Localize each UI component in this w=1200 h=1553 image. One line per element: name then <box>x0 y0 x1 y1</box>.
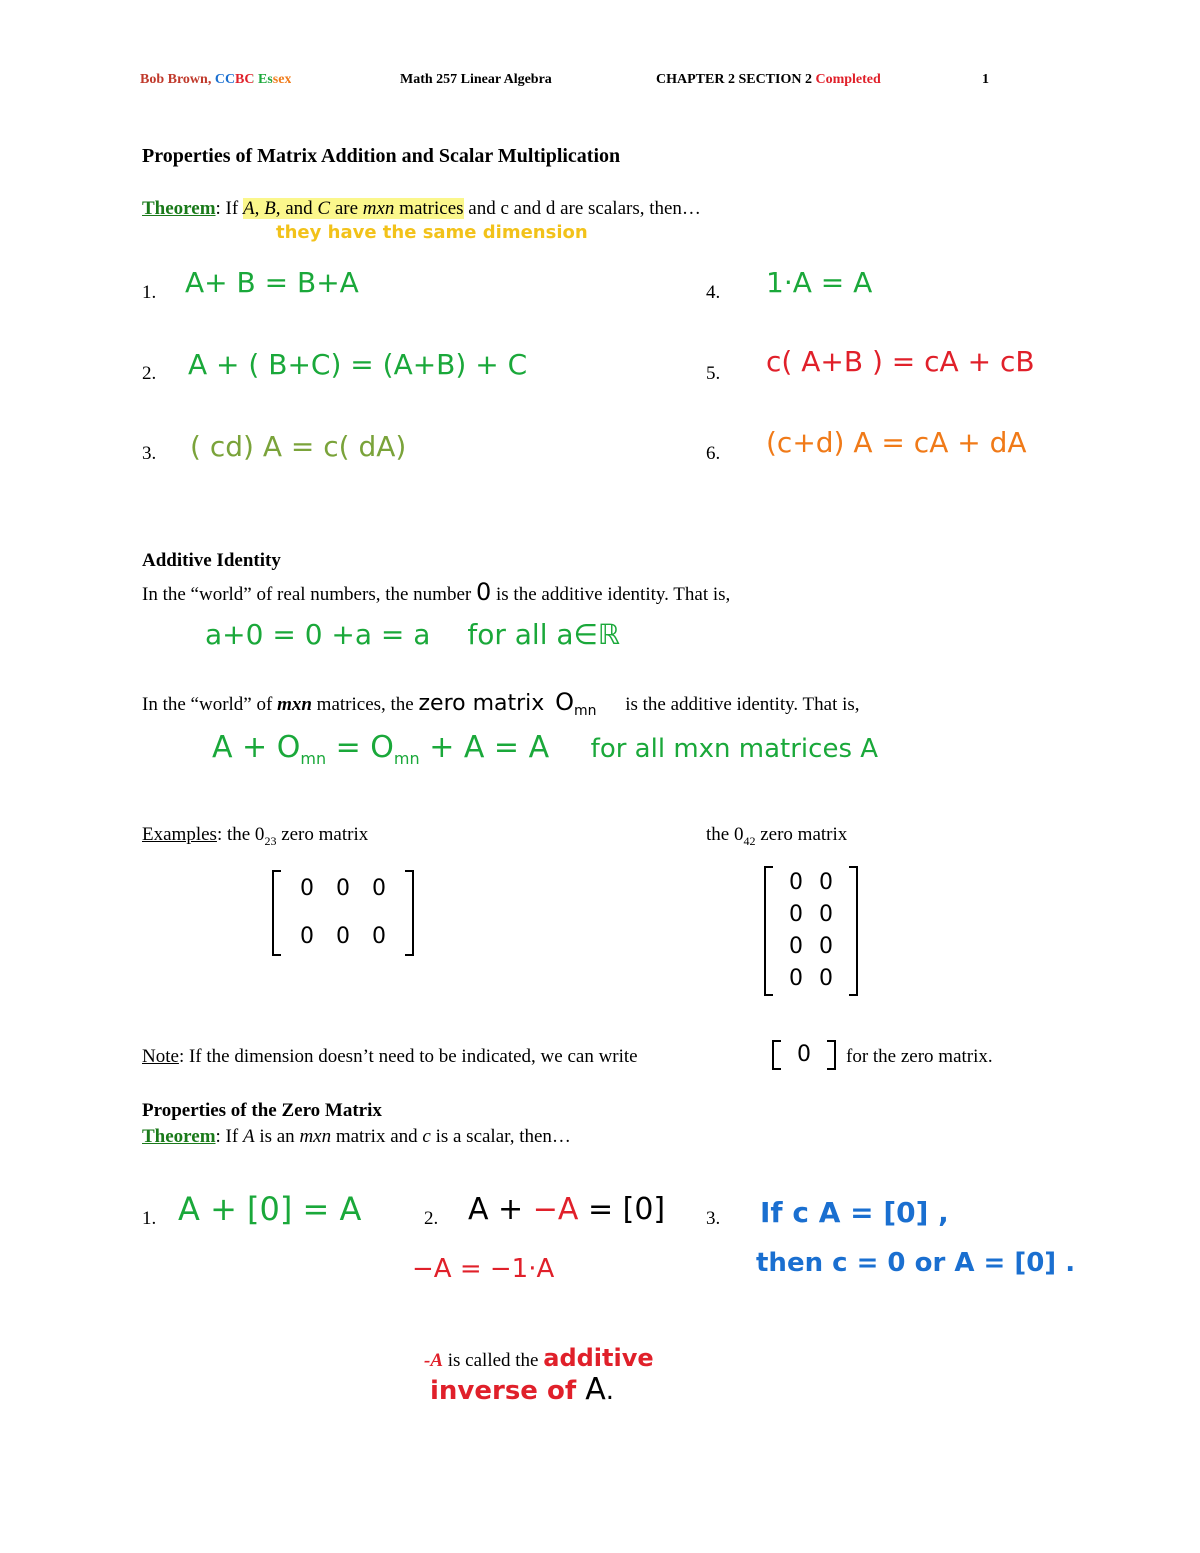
matrix-cell: 0 <box>819 934 833 959</box>
inverse-a: -A <box>424 1350 443 1371</box>
additive-line-2-b: matrices, the <box>311 694 419 715</box>
prop-5-expr <box>766 345 1035 378</box>
zero-prop-2-b: −A <box>532 1192 579 1227</box>
zero-matrix-text: zero matrix <box>418 691 545 716</box>
additive-line-2 <box>142 688 860 719</box>
zero-matrix-4x2 <box>764 866 858 1001</box>
examples-line-2 <box>706 824 847 849</box>
prop-1-number: 1. <box>142 282 157 303</box>
prop-6-expr: (c+d) A = cA + dA <box>766 426 1027 459</box>
zero-prop-2-a: A + <box>468 1192 533 1227</box>
header-chapter: CHAPTER 2 SECTION 2 <box>656 72 812 87</box>
matrix-cell: 0 <box>819 966 833 991</box>
are-text: are <box>330 198 363 219</box>
bracket-right <box>405 870 414 956</box>
matrix-cell: 0 <box>819 902 833 927</box>
theorem-text: : If <box>215 198 243 219</box>
eq2-b: = O <box>326 730 394 765</box>
additive-line-2-mxn: mxn <box>277 694 312 715</box>
inverse-d: inverse of <box>430 1376 586 1406</box>
zero-matrix-2x3 <box>272 870 414 961</box>
prop-5-number: 5. <box>706 363 721 384</box>
matrix-cell: 0 <box>819 870 833 895</box>
zero-prop-3-line-1: If c A = [0] , <box>760 1196 949 1229</box>
note-text-a: : If the dimension doesn’t need to be indicated, we can write <box>178 1046 638 1067</box>
matrix-cell: 0 <box>336 924 350 949</box>
matrices-text: matrices <box>394 198 464 219</box>
examples-ex1-sub: 23 <box>264 833 277 848</box>
bracket-right <box>849 866 858 996</box>
zero-props-title: Properties of the Zero Matrix <box>142 1100 382 1121</box>
additive-eq-real-tail: for all a∈ℝ <box>467 618 621 651</box>
matrix-cell: 0 <box>789 934 803 959</box>
var-a: A <box>242 198 255 219</box>
additive-zero: 0 <box>475 578 492 606</box>
var-b: B <box>264 198 276 219</box>
zero-theorem-var-c: c <box>422 1126 431 1147</box>
comma: , <box>254 198 265 219</box>
eq2-a: A + O <box>212 730 301 765</box>
zero-props-theorem <box>142 1126 571 1148</box>
zero-theorem-d: is a scalar, then… <box>430 1126 571 1147</box>
matrix-cell: 0 <box>300 876 314 901</box>
theorem-label: Theorem <box>142 198 216 219</box>
eq2-c: + A = A <box>419 730 550 765</box>
additive-inverse-line <box>424 1344 654 1372</box>
theorem-line <box>142 198 701 220</box>
additive-eq-real-expr: a+0 = 0 +a = a <box>205 618 431 651</box>
zero-theorem-c: matrix and <box>331 1126 423 1147</box>
theorem-rest: and c and d are scalars, then… <box>463 198 701 219</box>
inverse-c: additive <box>543 1344 654 1372</box>
zero-prop-2-note: −A = −1·A <box>412 1254 555 1284</box>
note-same-dimension: they have the same dimension <box>276 222 588 243</box>
header-school: CCBC Essex <box>214 72 292 87</box>
zero-prop-3-number: 3. <box>706 1208 721 1229</box>
matrix-cell: 0 <box>789 966 803 991</box>
additive-inverse-line-2 <box>430 1372 614 1407</box>
zero-prop-3-line-2: then c = 0 or A = [0] . <box>756 1248 1076 1278</box>
eq2-tail: for all mxn matrices A <box>590 734 879 764</box>
additive-line-1 <box>142 578 730 606</box>
omn-sub: mn <box>573 702 597 719</box>
prop-4-number: 4. <box>706 282 721 303</box>
examples-ex1-a: : the 0 <box>216 824 265 845</box>
note-zero-matrix <box>772 1040 836 1075</box>
prop-4-expr: 1·A = A <box>766 266 873 299</box>
section-title-properties: Properties of Matrix Addition and Scalar Multiplication <box>142 145 621 167</box>
header-page-number: 1 <box>982 72 989 87</box>
inverse-f: . <box>605 1376 615 1406</box>
eq2-sub-1: mn <box>300 749 327 768</box>
additive-line-1-a: In the “world” of real numbers, the number <box>142 584 476 605</box>
and-text: , and <box>275 198 318 219</box>
additive-eq-real <box>205 618 620 651</box>
prop-2-expr: A + ( B+C) = (A+B) + C <box>188 348 528 381</box>
prop-3-number: 3. <box>142 443 157 464</box>
matrix-cell: 0 <box>797 1042 811 1067</box>
examples-ex1-b: zero matrix <box>276 824 369 845</box>
zero-prop-2-c: = [0] <box>578 1192 666 1227</box>
examples-ex2-a: the 0 <box>706 824 744 845</box>
matrix-cell: 0 <box>300 924 314 949</box>
matrix-cell: 0 <box>372 876 386 901</box>
bracket-left <box>764 866 773 996</box>
zero-theorem-mxn: mxn <box>299 1126 332 1147</box>
examples-label: Examples <box>142 824 217 845</box>
bracket-left <box>272 870 281 956</box>
var-c: C <box>317 198 331 219</box>
additive-line-2-c: is the additive identity. That is, <box>620 694 860 715</box>
examples-ex2-b: zero matrix <box>755 824 848 845</box>
zero-theorem-b: is an <box>254 1126 300 1147</box>
zero-prop-2-expr <box>468 1192 665 1227</box>
additive-line-2-a: In the “world” of <box>142 694 278 715</box>
header-author: Bob Brown, <box>140 72 215 87</box>
note-text-b: for the zero matrix. <box>846 1046 993 1067</box>
bracket-left <box>772 1040 781 1070</box>
matrix-cell: 0 <box>789 902 803 927</box>
prop-1-expr: A+ B = B+A <box>185 266 359 299</box>
zero-prop-2-number: 2. <box>424 1208 439 1229</box>
zero-theorem-a: : If <box>215 1126 243 1147</box>
header-author-school <box>140 72 291 88</box>
additive-identity-title: Additive Identity <box>142 550 281 571</box>
additive-line-1-b: is the additive identity. That is, <box>491 584 731 605</box>
matrix-cell: 0 <box>789 870 803 895</box>
bracket-right <box>827 1040 836 1070</box>
header-chapter-block <box>656 72 881 88</box>
header-status: Completed <box>815 72 881 87</box>
examples-line-1 <box>142 824 368 849</box>
zero-theorem-var-a: A <box>242 1126 255 1147</box>
note-line <box>142 1046 638 1068</box>
zero-prop-1-expr: A + [0] = A <box>178 1190 362 1228</box>
prop-2-number: 2. <box>142 363 157 384</box>
mxn-text: mxn <box>362 198 395 219</box>
note-label: Note <box>142 1046 179 1067</box>
prop-5-expr-text: c( A+B ) = cA + cB <box>766 345 1035 378</box>
additive-eq-matrix <box>212 730 878 768</box>
matrix-cell: 0 <box>336 876 350 901</box>
header-course: Math 257 Linear Algebra <box>400 72 552 87</box>
matrix-cell: 0 <box>372 924 386 949</box>
inverse-b: is called the <box>443 1350 544 1371</box>
zero-theorem-label: Theorem <box>142 1126 216 1147</box>
inverse-e: A <box>585 1372 606 1407</box>
omn-o: O <box>555 688 574 716</box>
prop-6-number: 6. <box>706 443 721 464</box>
eq2-sub-2: mn <box>393 749 420 768</box>
prop-3-expr: ( cd) A = c( dA) <box>190 430 407 463</box>
zero-prop-1-number: 1. <box>142 1208 157 1229</box>
examples-ex2-sub: 42 <box>743 833 756 848</box>
